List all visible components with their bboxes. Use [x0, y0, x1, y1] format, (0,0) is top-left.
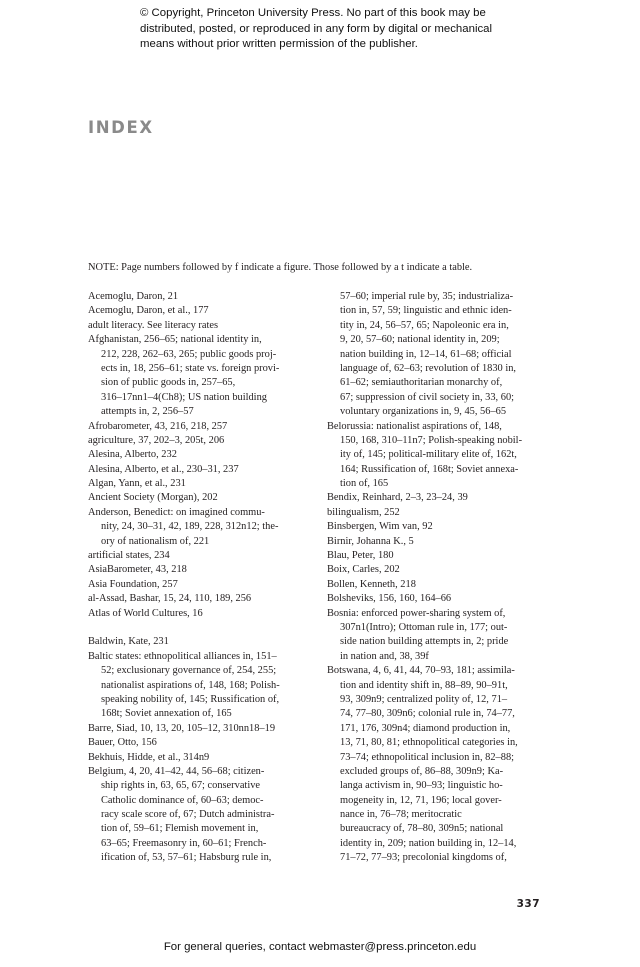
index-column-left	[88, 290, 320, 866]
index-entry-line: 164; Russification of, 168t; Soviet annexa-	[340, 463, 519, 475]
index-entry-line: tion and identity shift in, 88–89, 90–91t,	[340, 679, 508, 691]
footer-contact: For general queries, contact webmaster@press.princeton.edu	[163, 941, 477, 953]
index-entry-line: tity in, 24, 56–57, 65; Napoleonic era in,	[340, 319, 509, 331]
index-entry-line: Alesina, Alberto, et al., 230–31, 237	[88, 463, 239, 475]
index-entry-line: Birnir, Johanna K., 5	[327, 535, 414, 547]
index-entry-line: ity of, 145; political-military elite of, 162t,	[340, 449, 517, 461]
index-entry-line: 307n1(Intro); Ottoman rule in, 177; out-	[340, 621, 508, 633]
index-entry-line: racy scale score of, 67; Dutch administra-	[101, 809, 275, 821]
index-entry-line: Bendix, Reinhard, 2–3, 23–24, 39	[327, 492, 468, 504]
index-entry-line: voluntary organizations in, 9, 45, 56–65	[340, 406, 507, 418]
index-entry-line: Binsbergen, Wim van, 92	[327, 521, 433, 533]
index-entry-line: 57–60; imperial rule by, 35; industrializa-	[340, 291, 514, 302]
index-entry-line: ification of, 53, 57–61; Habsburg rule in,	[101, 852, 272, 864]
index-entry-line: in nation and, 38, 39f	[340, 650, 429, 662]
index-entry-line: 212, 228, 262–63, 265; public goods proj-	[101, 348, 277, 360]
index-entry-line: Afghanistan, 256–65; national identity in,	[88, 334, 262, 346]
index-entry-line: Boix, Carles, 202	[327, 564, 400, 576]
index-entry-line: Bauer, Otto, 156	[88, 737, 157, 749]
index-note: NOTE: Page numbers followed by f indicate a figure. Those followed by a t indicate a table.	[88, 262, 473, 273]
index-entry-line: Alesina, Alberto, 232	[88, 449, 177, 461]
index-entry-line: Asia Foundation, 257	[88, 578, 178, 590]
index-entry-line: 74, 77–80, 309n6; colonial rule in, 74–77,	[340, 708, 515, 720]
copyright-line: means without prior written permission of the publisher.	[140, 38, 418, 50]
index-entry-line: Acemoglu, Daron, 21	[88, 291, 179, 302]
index-entry-line: tion of, 59–61; Flemish movement in,	[101, 823, 259, 835]
index-entry-line: tion of, 165	[340, 478, 389, 490]
copyright-line: distributed, posted, or reproduced in any form by digital or mechanical	[140, 22, 493, 35]
index-entry-line: 67; suppression of civil society in, 33, 60;	[340, 391, 515, 403]
index-entry-line: nance in, 76–78; meritocratic	[340, 809, 462, 821]
index-entry-line: 61–62; semiauthoritarian monarchy of,	[340, 377, 503, 389]
index-entry-line: Baltic states: ethnopolitical alliances in, 151–	[88, 650, 277, 662]
index-entry-line: Bolsheviks, 156, 160, 164–66	[327, 593, 452, 605]
index-entry-line: 63–65; Freemasonry in, 60–61; French-	[101, 837, 267, 849]
index-entry-line: artificial states, 234	[88, 550, 170, 562]
index-entry-line: adult literacy. See literacy rates	[88, 319, 219, 331]
index-entry-line: ory of nationalism of, 221	[101, 535, 210, 547]
index-entry-line: Algan, Yann, et al., 231	[88, 478, 186, 490]
index-entry-line: nity, 24, 30–31, 42, 189, 228, 312n12; the-	[101, 521, 279, 533]
index-entry-line: side nation building attempts in, 2; pride	[340, 636, 509, 648]
index-entry-line: Blau, Peter, 180	[327, 550, 394, 562]
index-entry-line: 9, 20, 57–60; national identity in, 209;	[340, 334, 500, 346]
index-entry-line: Botswana, 4, 6, 41, 44, 70–93, 181; assimila-	[327, 665, 515, 677]
index-entry-line: excluded groups of, 86–88, 309n9; Ka-	[340, 765, 504, 777]
index-entry-line	[88, 621, 320, 635]
index-heading: INDEX	[88, 118, 154, 137]
index-entry-line: 150, 168, 310–11n7; Polish-speaking nobil-	[340, 434, 523, 446]
index-entry-line: Atlas of World Cultures, 16	[88, 607, 203, 619]
index-entry-line: 171, 176, 309n4; diamond production in,	[340, 722, 511, 734]
index-entry-line: ects in, 18, 256–61; state vs. foreign provi-	[101, 362, 280, 374]
index-entry-line: 71–72, 77–93; precolonial kingdoms of,	[340, 852, 507, 864]
index-entry-line: bilingualism, 252	[327, 506, 400, 518]
index-entry-line: identity in, 209; nation building in, 12–14,	[340, 837, 517, 849]
index-column-right	[327, 290, 559, 866]
index-entry-line: Belorussia: nationalist aspirations of, 148,	[327, 420, 502, 432]
index-entry-line: Catholic dominance of, 60–63; democ-	[101, 794, 264, 806]
index-entry-line: agriculture, 37, 202–3, 205t, 206	[88, 434, 225, 446]
index-entry-line: 316–17nn1–4(Ch8); US nation building	[101, 391, 267, 403]
index-entry-line: 52; exclusionary governance of, 254, 255;	[101, 665, 277, 677]
index-entry-line: Baldwin, Kate, 231	[88, 636, 169, 648]
index-entry-line: bureaucracy of, 78–80, 309n5; national	[340, 823, 504, 835]
index-entry-line: Ancient Society (Morgan), 202	[88, 492, 218, 504]
index-entry-line: al-Assad, Bashar, 15, 24, 110, 189, 256	[88, 593, 252, 605]
index-entry-line: 73–74; ethnopolitical inclusion in, 82–88;	[340, 751, 515, 763]
index-entry-line: Acemoglu, Daron, et al., 177	[88, 305, 209, 317]
index-entry-line: Bekhuis, Hidde, et al., 314n9	[88, 751, 210, 763]
index-entry-line: language of, 62–63; revolution of 1830 in,	[340, 362, 517, 374]
index-entry-line: nationalist aspirations of, 148, 168; Polish-	[101, 679, 280, 691]
index-entry-line: Bollen, Kenneth, 218	[327, 578, 416, 590]
index-entry-line: Barre, Siad, 10, 13, 20, 105–12, 310nn18–19	[88, 722, 276, 734]
index-entry-line: ship rights in, 63, 65, 67; conservative	[101, 780, 261, 792]
index-entry-line: attempts in, 2, 256–57	[101, 406, 194, 418]
index-entry-line: mogeneity in, 12, 71, 196; local gover-	[340, 794, 502, 806]
index-entry-line: speaking nobility of, 145; Russification of,	[101, 693, 280, 705]
copyright-notice	[140, 6, 520, 53]
page-number: 337	[516, 898, 540, 910]
index-entry-line: Afrobarometer, 43, 216, 218, 257	[88, 420, 228, 432]
index-entry-line: sion of public goods in, 257–65,	[101, 377, 236, 389]
index-entry-line: nation building in, 12–14, 61–68; official	[340, 348, 512, 360]
index-entry-line: tion in, 57, 59; linguistic and ethnic iden-	[340, 305, 512, 317]
copyright-line: © Copyright, Princeton University Press. No part of this book may be	[140, 7, 486, 19]
index-entry-line: 93, 309n9; centralized polity of, 12, 71–	[340, 693, 508, 705]
index-entry-line: AsiaBarometer, 43, 218	[88, 564, 187, 576]
index-entry-line: Bosnia: enforced power-sharing system of,	[327, 607, 506, 619]
index-entry-line: 13, 71, 80, 81; ethnopolitical categories in,	[340, 737, 518, 749]
index-entry-line: 168t; Soviet annexation of, 165	[101, 708, 232, 720]
index-entry-line: Anderson, Benedict: on imagined commu-	[88, 506, 265, 518]
index-entry-line: Belgium, 4, 20, 41–42, 44, 56–68; citizen-	[88, 765, 265, 777]
index-entry-line: langa activism in, 90–93; linguistic ho-	[340, 780, 503, 792]
